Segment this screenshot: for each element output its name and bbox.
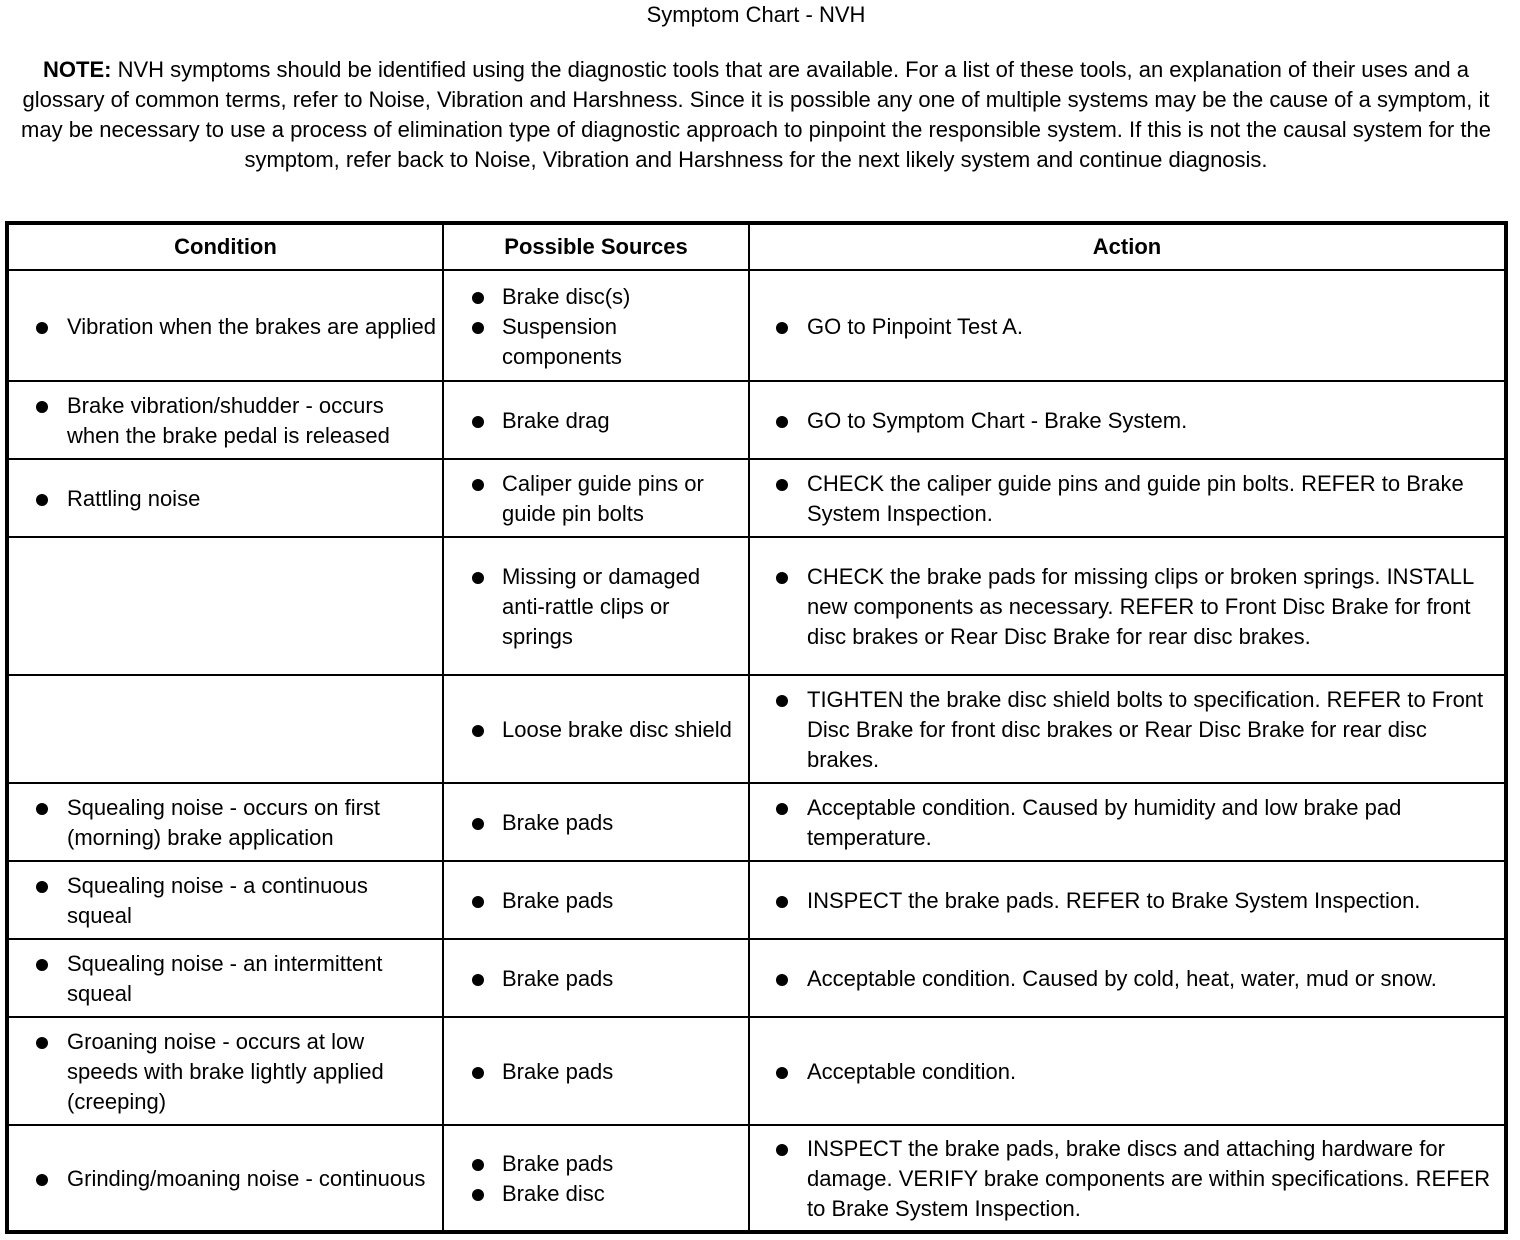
condition-cell: [7, 861, 443, 939]
action-item: TIGHTEN the brake disc shield bolts to specification. REFER to Front Disc Brake for front disc brakes or Rear Disc Brake for rear disc brakes.: [750, 685, 1498, 775]
sources-item: Brake pads: [444, 886, 742, 916]
table-row: [7, 1017, 1506, 1125]
condition-list: [9, 391, 436, 451]
table-row: [7, 459, 1506, 537]
sources-item: Brake disc: [444, 1179, 742, 1209]
sources-list: [444, 406, 742, 436]
action-item: Acceptable condition. Caused by humidity and low brake pad temperature.: [750, 793, 1498, 853]
action-item: GO to Pinpoint Test A.: [750, 312, 1498, 342]
sources-list: [444, 1057, 742, 1087]
condition-cell: [7, 783, 443, 861]
condition-item: Squealing noise - a continuous squeal: [9, 871, 436, 931]
condition-cell: [7, 537, 443, 675]
sources-item: Brake pads: [444, 1057, 742, 1087]
sources-list: [444, 469, 742, 529]
header-action: Action: [749, 223, 1506, 270]
condition-item: Brake vibration/shudder - occurs when the brake pedal is released: [9, 391, 436, 451]
sources-list: [444, 1149, 742, 1209]
table-row: [7, 939, 1506, 1017]
action-cell: [749, 675, 1506, 783]
action-list: [750, 469, 1498, 529]
action-list: [750, 1134, 1498, 1224]
sources-cell: [443, 675, 749, 783]
sources-item: Suspension components: [444, 312, 742, 372]
action-list: [750, 685, 1498, 775]
sources-cell: [443, 861, 749, 939]
sources-item: Brake pads: [444, 1149, 742, 1179]
sources-cell: [443, 270, 749, 381]
condition-list: [9, 484, 436, 514]
condition-list: [9, 1164, 436, 1194]
sources-item: Brake disc(s): [444, 282, 742, 312]
header-condition: Condition: [7, 223, 443, 270]
condition-list: [9, 793, 436, 853]
condition-cell: [7, 675, 443, 783]
condition-item: Rattling noise: [9, 484, 436, 514]
table-row: [7, 270, 1506, 381]
condition-cell: [7, 939, 443, 1017]
table-row: [7, 783, 1506, 861]
action-cell: [749, 537, 1506, 675]
sources-list: [444, 808, 742, 838]
action-item: CHECK the caliper guide pins and guide pin bolts. REFER to Brake System Inspection.: [750, 469, 1498, 529]
condition-cell: [7, 381, 443, 459]
sources-cell: [443, 381, 749, 459]
condition-cell: [7, 1125, 443, 1232]
action-cell: [749, 459, 1506, 537]
sources-cell: [443, 537, 749, 675]
condition-list: [9, 871, 436, 931]
action-list: [750, 562, 1498, 652]
action-cell: [749, 1017, 1506, 1125]
condition-item: Squealing noise - occurs on first (morning) brake application: [9, 793, 436, 853]
action-item: Acceptable condition.: [750, 1057, 1498, 1087]
action-cell: [749, 381, 1506, 459]
sources-cell: [443, 783, 749, 861]
condition-list: [9, 312, 436, 342]
condition-cell: [7, 1017, 443, 1125]
condition-item: Squealing noise - an intermittent squeal: [9, 949, 436, 1009]
condition-list: [9, 949, 436, 1009]
sources-list: [444, 715, 742, 745]
note-label: NOTE:: [43, 57, 112, 82]
sources-item: Caliper guide pins or guide pin bolts: [444, 469, 742, 529]
sources-item: Brake pads: [444, 964, 742, 994]
symptom-chart-table: [5, 221, 1508, 1234]
table-row: [7, 537, 1506, 675]
action-cell: [749, 270, 1506, 381]
sources-cell: [443, 459, 749, 537]
action-list: [750, 793, 1498, 853]
sources-item: Brake pads: [444, 808, 742, 838]
condition-item: Grinding/moaning noise - continuous: [9, 1164, 436, 1194]
condition-cell: [7, 270, 443, 381]
sources-cell: [443, 1125, 749, 1232]
sources-list: [444, 282, 742, 372]
note-paragraph: [4, 55, 1508, 175]
page-title: Symptom Chart - NVH: [646, 2, 866, 27]
condition-item: Vibration when the brakes are applied: [9, 312, 436, 342]
table-row: [7, 381, 1506, 459]
action-list: [750, 964, 1498, 994]
action-cell: [749, 861, 1506, 939]
sources-item: Missing or damaged anti-rattle clips or springs: [444, 562, 742, 652]
action-item: Acceptable condition. Caused by cold, heat, water, mud or snow.: [750, 964, 1498, 994]
condition-item: Groaning noise - occurs at low speeds with brake lightly applied (creeping): [9, 1027, 436, 1117]
action-cell: [749, 1125, 1506, 1232]
sources-list: [444, 886, 742, 916]
action-cell: [749, 939, 1506, 1017]
condition-cell: [7, 459, 443, 537]
action-list: [750, 886, 1498, 916]
sources-cell: [443, 1017, 749, 1125]
condition-list: [9, 1027, 436, 1117]
sources-cell: [443, 939, 749, 1017]
action-list: [750, 406, 1498, 436]
action-list: [750, 1057, 1498, 1087]
sources-item: Loose brake disc shield: [444, 715, 742, 745]
action-item: GO to Symptom Chart - Brake System.: [750, 406, 1498, 436]
action-cell: [749, 783, 1506, 861]
table-row: [7, 675, 1506, 783]
action-item: INSPECT the brake pads, brake discs and attaching hardware for damage. VERIFY brake components are within specifications. REFER to Brake System Inspection.: [750, 1134, 1498, 1224]
sources-item: Brake drag: [444, 406, 742, 436]
sources-list: [444, 562, 742, 652]
table-row: [7, 861, 1506, 939]
header-possible-sources: Possible Sources: [443, 223, 749, 270]
note-text: NVH symptoms should be identified using the diagnostic tools that are available. For a list of these tools, an explanation of their uses and a glossary of common terms, refer to Noise, Vibration and Harshness. Since it is possible any one of multiple systems may be the cause of a symptom, it may be necessary to use a process of elimination type of diagnostic approach to pinpoint the responsible system. If this is not the causal system for the symptom, refer back to Noise, Vibration and Harshness for the next likely system and continue diagnosis.: [21, 57, 1491, 172]
table-row: [7, 1125, 1506, 1232]
action-list: [750, 312, 1498, 342]
action-item: INSPECT the brake pads. REFER to Brake System Inspection.: [750, 886, 1498, 916]
sources-list: [444, 964, 742, 994]
action-item: CHECK the brake pads for missing clips or broken springs. INSTALL new components as necessary. REFER to Front Disc Brake for front disc brakes or Rear Disc Brake for rear disc brakes.: [750, 562, 1498, 652]
table-header-row: [7, 223, 1506, 270]
